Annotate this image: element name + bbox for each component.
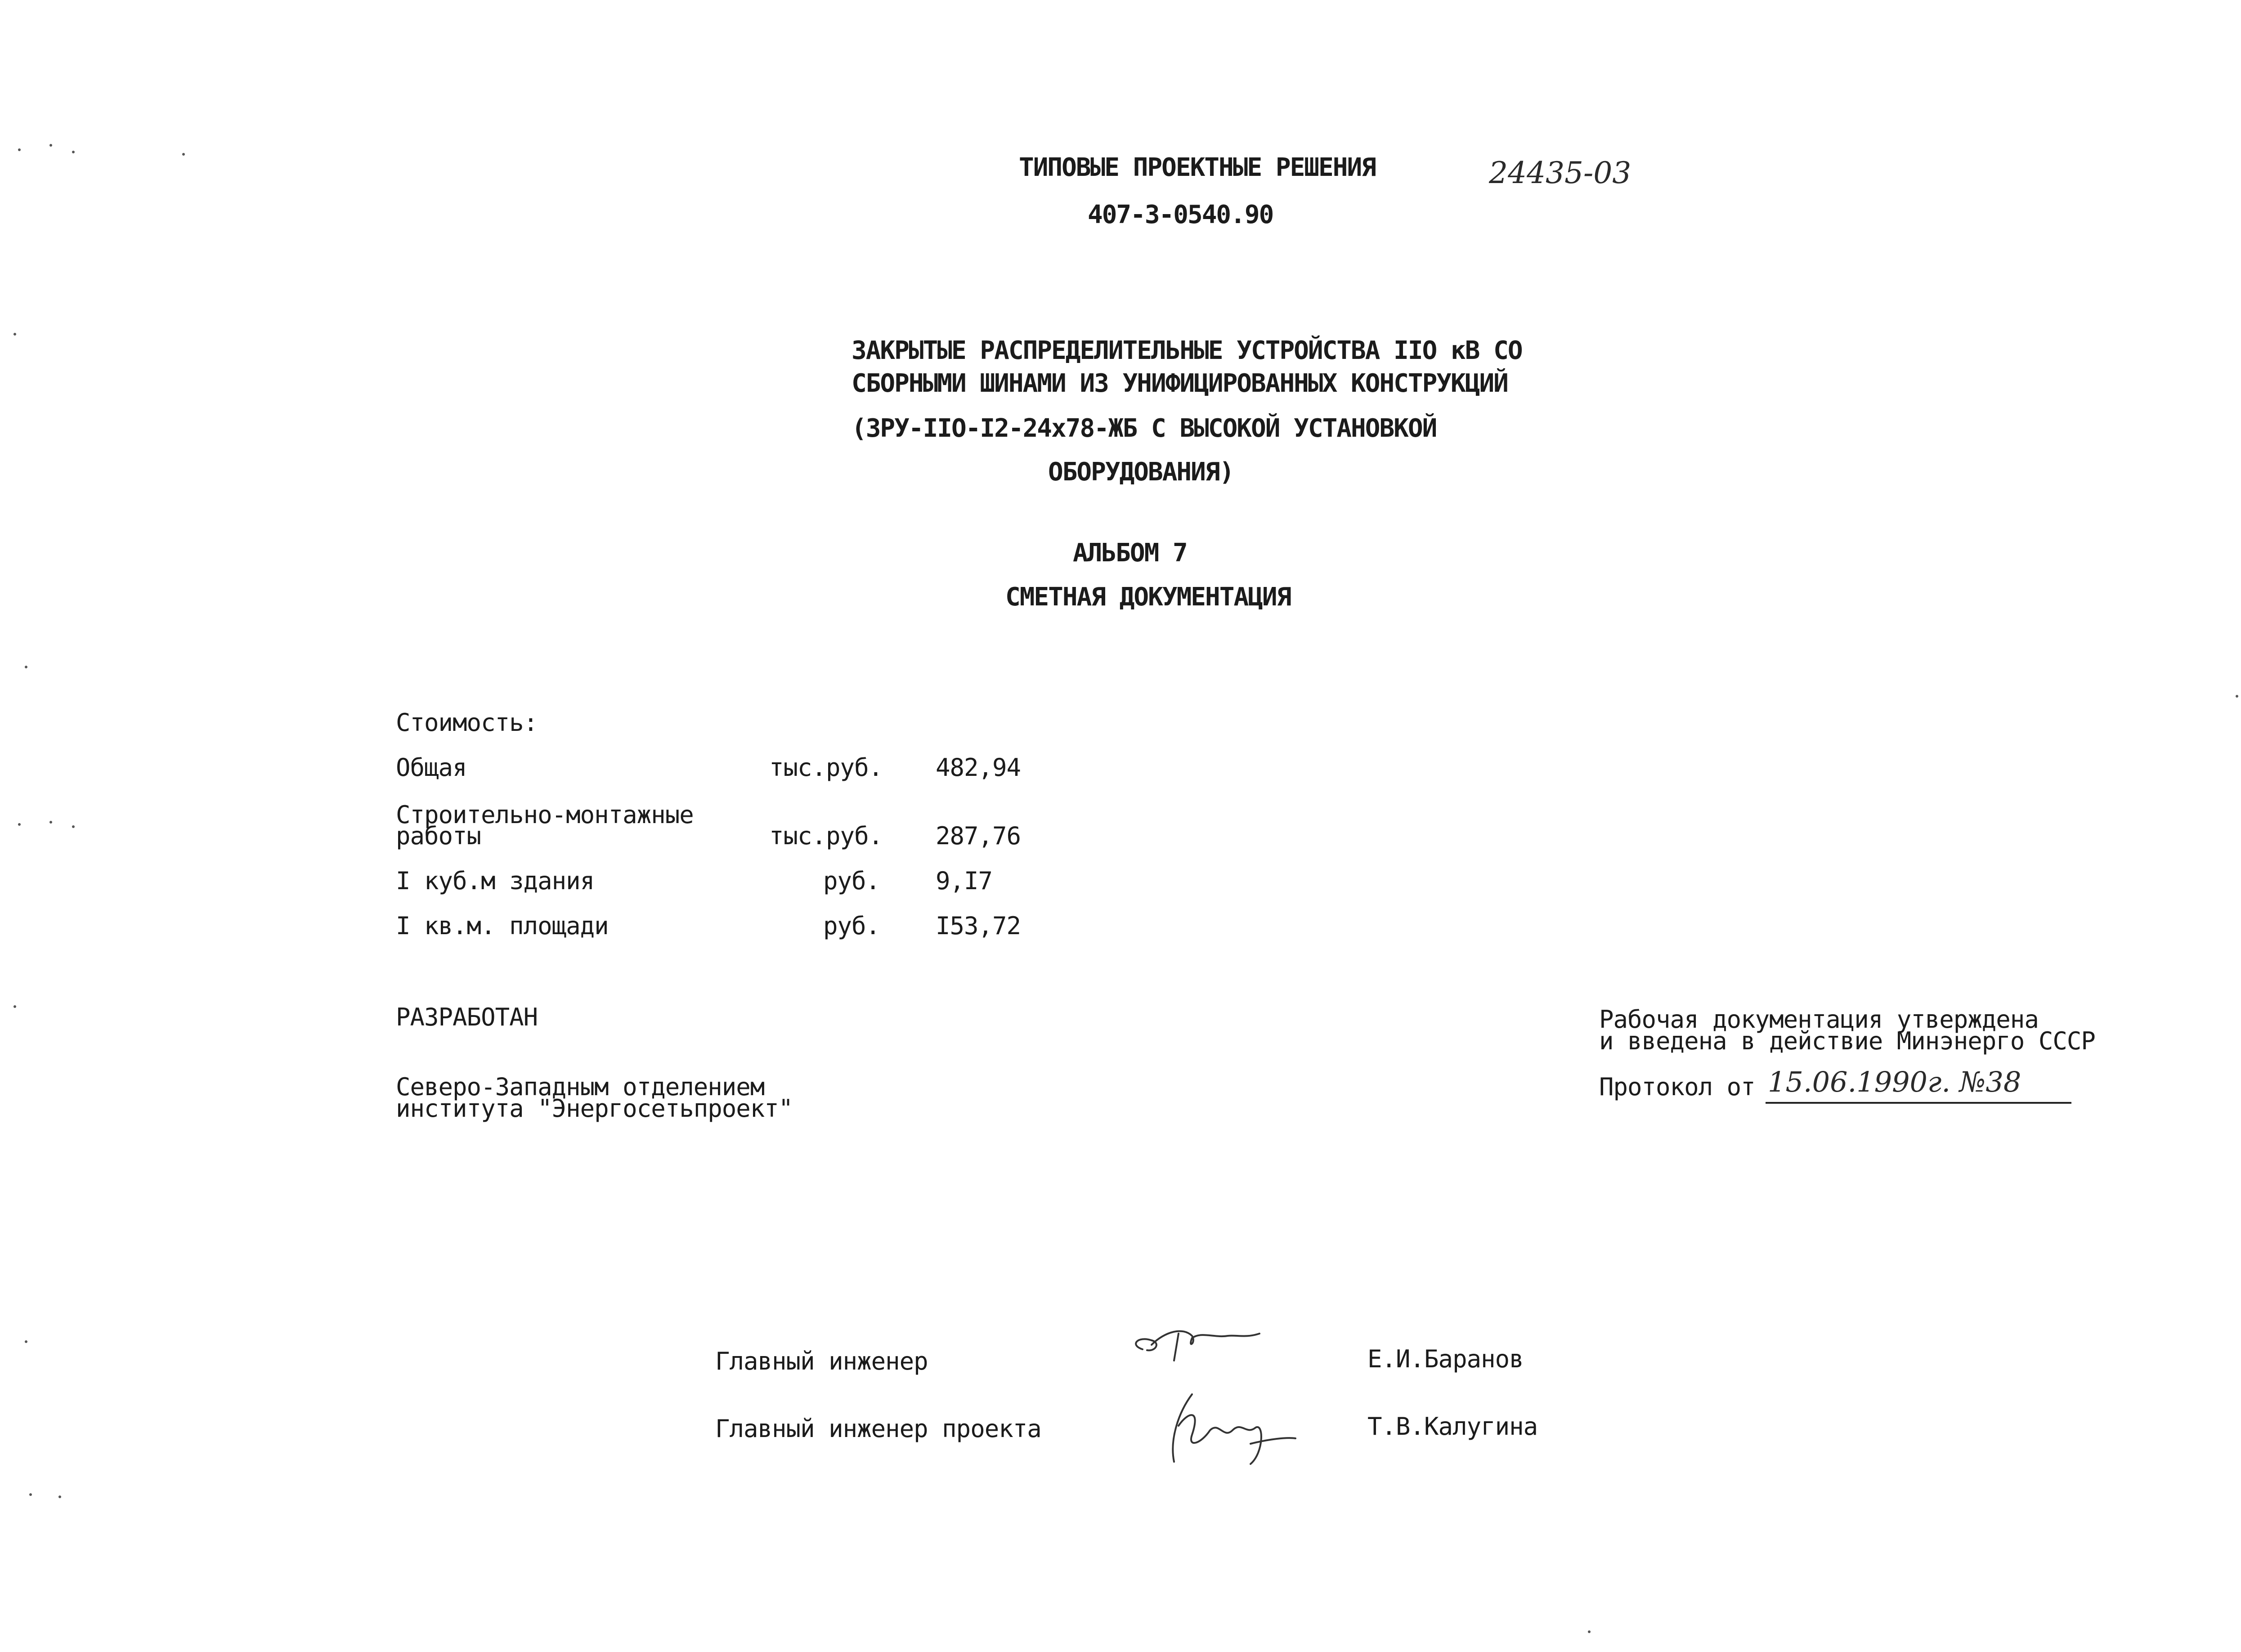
scan-speck	[2236, 695, 2238, 698]
scan-speck	[49, 821, 52, 824]
scan-speck	[18, 823, 21, 826]
album-label: АЛЬБОМ 7	[1073, 538, 1187, 568]
scan-speck	[13, 333, 16, 336]
scan-speck	[49, 144, 52, 147]
scan-speck	[72, 825, 75, 828]
signature-role-chief-project-engineer: Главный инженер проекта	[715, 1415, 1041, 1443]
title-line-4: ОБОРУДОВАНИЯ)	[1048, 457, 1234, 487]
scan-speck	[72, 151, 75, 153]
cost-row-construction-label-2: работы	[396, 822, 481, 850]
approval-line-2: и введена в действие Минэнерго СССР	[1599, 1027, 2095, 1055]
title-line-3: (ЗРУ-IIO-I2-24х78-ЖБ С ВЫСОКОЙ УСТАНОВКОЙ	[852, 414, 1437, 443]
handwritten-code: 24435-03	[1489, 156, 1631, 190]
cost-row-area-value: I53,72	[936, 912, 1021, 940]
series-title: ТИПОВЫЕ ПРОЕКТНЫЕ РЕШЕНИЯ	[1019, 153, 1376, 182]
scan-speck	[13, 1005, 16, 1008]
cost-row-construction-value: 287,76	[936, 822, 1021, 850]
signature-name-chief-project-engineer: Т.В.Калугина	[1367, 1412, 1538, 1441]
title-line-2: СБОРНЫМИ ШИНАМИ ИЗ УНИФИЦИРОВАННЫХ КОНСТРУКЦИЙ	[852, 369, 1508, 398]
scan-speck	[25, 1340, 27, 1343]
cost-row-construction-unit: тыс.руб.	[769, 822, 883, 850]
album-subtitle: СМЕТНАЯ ДОКУМЕНТАЦИЯ	[1005, 582, 1291, 612]
title-line-1: ЗАКРЫТЫЕ РАСПРЕДЕЛИТЕЛЬНЫЕ УСТРОЙСТВА IIO кВ СО	[852, 336, 1522, 365]
cost-row-construction-label: Строительно-монтажные	[396, 801, 694, 829]
signature-role-chief-engineer: Главный инженер	[715, 1347, 928, 1375]
scan-speck	[29, 1493, 32, 1496]
approval-line-1: Рабочая документация утверждена	[1599, 1005, 2039, 1034]
cost-row-total-label: Общая	[396, 753, 467, 782]
scan-speck	[182, 153, 185, 156]
scan-speck	[1588, 1630, 1591, 1633]
cost-row-volume-label: I куб.м здания	[396, 867, 595, 895]
cost-row-area-label: I кв.м. площади	[396, 912, 609, 940]
signature-chief-project-engineer	[1161, 1385, 1304, 1471]
scan-speck	[25, 666, 27, 668]
cost-row-volume-unit: руб.	[823, 867, 880, 895]
protocol-value: 15.06.1990г. №38	[1768, 1066, 2021, 1098]
scan-speck	[58, 1495, 61, 1498]
developer-line-2: института "Энергосетьпроект"	[396, 1094, 793, 1123]
cost-row-area-unit: руб.	[823, 912, 880, 940]
developer-line-1: Северо-Западным отделением	[396, 1073, 765, 1101]
scan-speck	[18, 148, 21, 151]
developer-heading: РАЗРАБОТАН	[396, 1003, 538, 1031]
cost-row-volume-value: 9,I7	[936, 867, 993, 895]
signature-chief-engineer	[1125, 1318, 1273, 1367]
cost-row-total-unit: тыс.руб.	[769, 753, 883, 782]
cost-heading: Стоимость:	[396, 708, 538, 737]
cost-row-total-value: 482,94	[936, 753, 1021, 782]
protocol-label: Протокол от	[1599, 1073, 1755, 1101]
series-number: 407-3-0540.90	[1088, 200, 1273, 229]
protocol-underline	[1766, 1102, 2071, 1104]
signature-name-chief-engineer: Е.И.Баранов	[1367, 1345, 1524, 1373]
